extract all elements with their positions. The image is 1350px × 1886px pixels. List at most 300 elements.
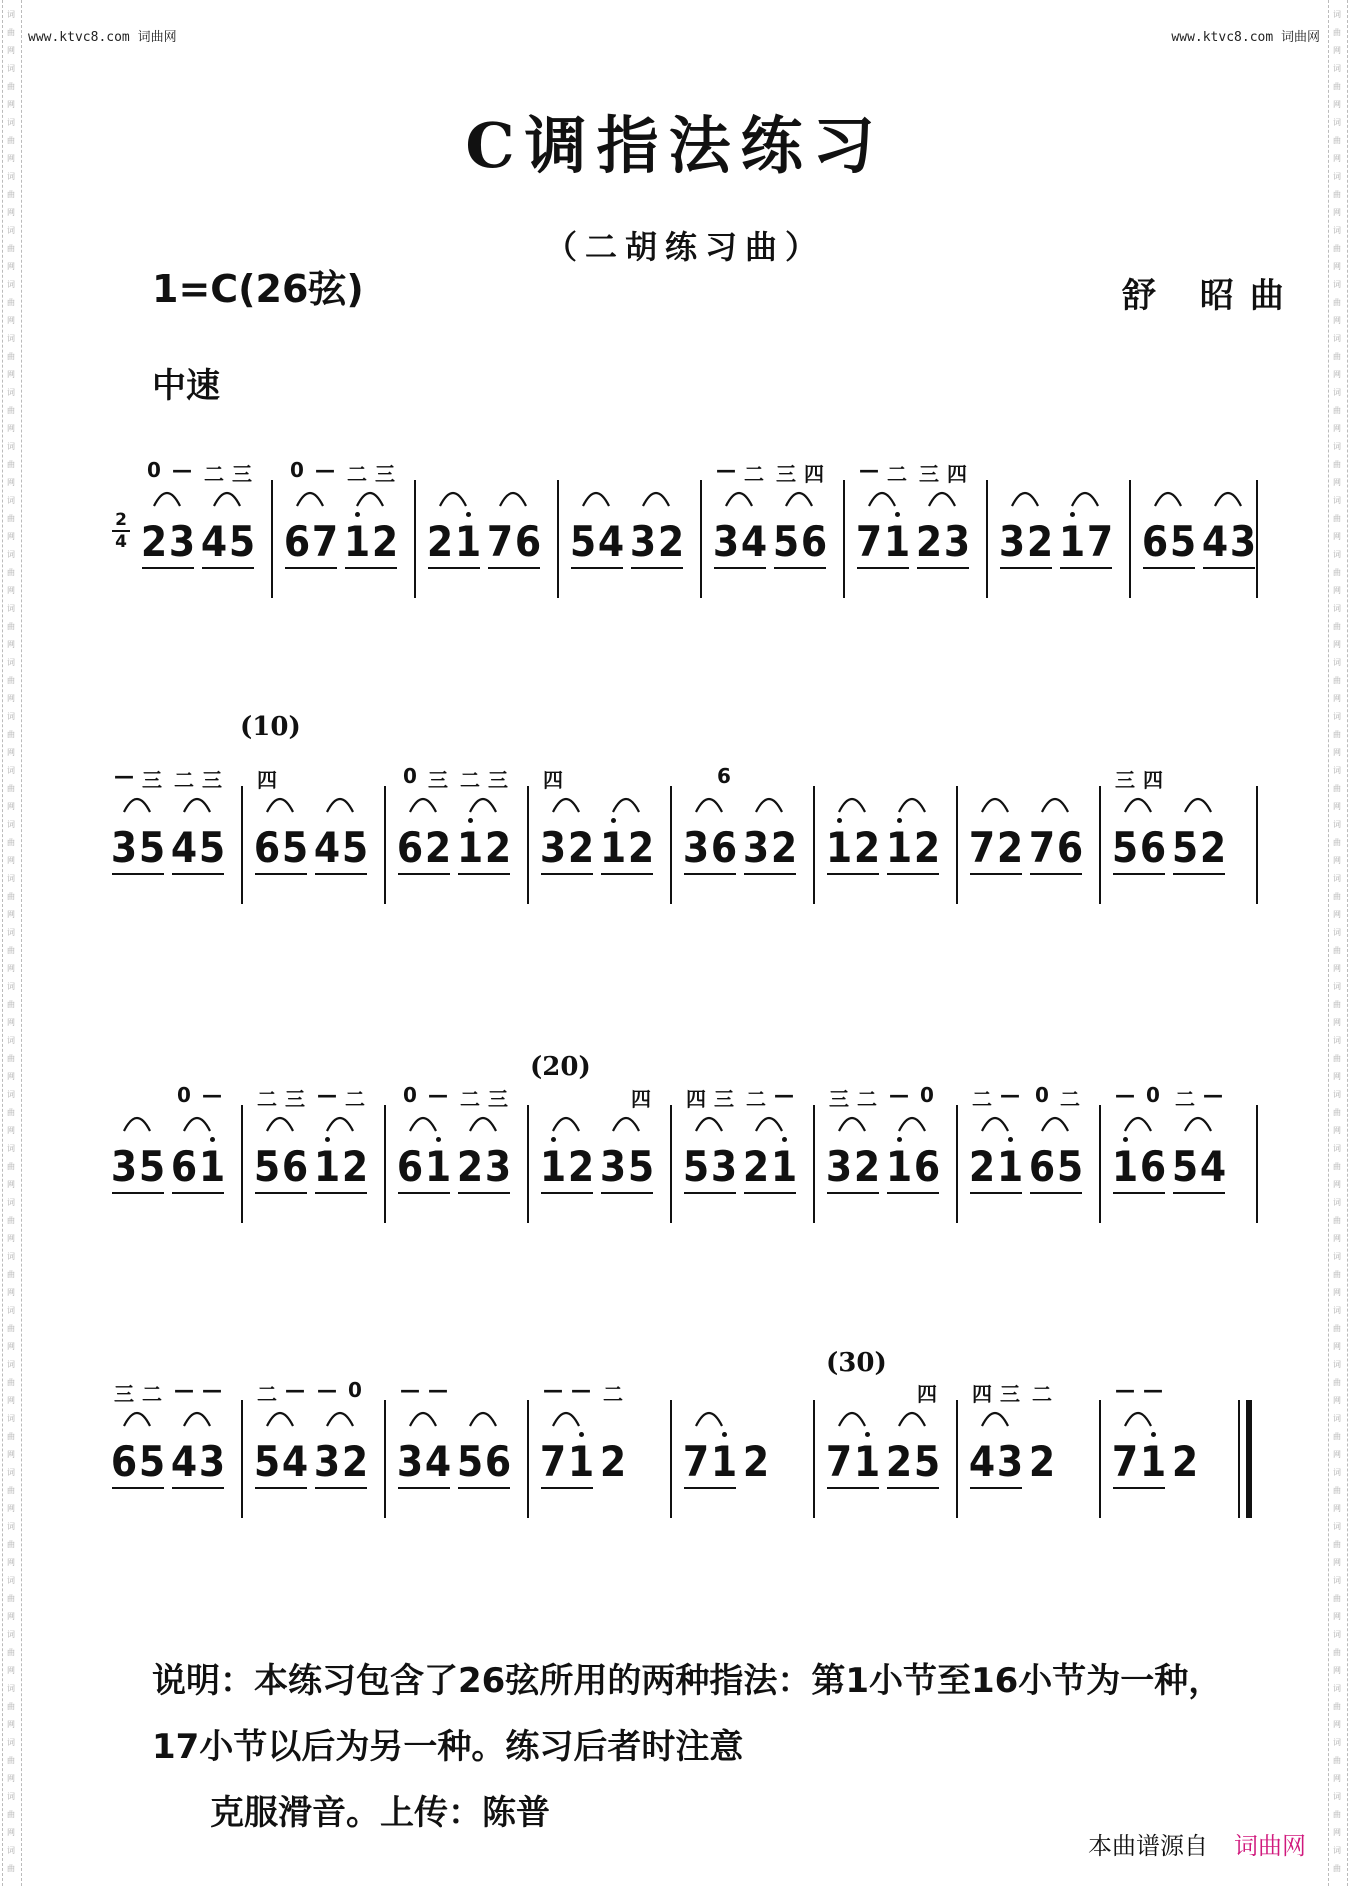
final-barline-thin: [1238, 1400, 1240, 1518]
fingering-mark: 二: [347, 462, 367, 486]
fingering-mark: —: [315, 458, 335, 482]
eighth-beam: [827, 1192, 879, 1194]
barline: [241, 1105, 243, 1223]
slur-mark: [551, 792, 581, 814]
fingering-mark: 二: [174, 768, 194, 792]
watermark-side-char: 词: [1333, 1090, 1341, 1099]
watermark-side-char: 网: [7, 1396, 15, 1405]
final-barline-thick: [1246, 1400, 1252, 1518]
fingering-mark: 三: [488, 1087, 508, 1111]
watermark-side-char: 曲: [1333, 82, 1341, 91]
slur-mark: [724, 486, 754, 508]
watermark-side-char: 网: [1333, 748, 1341, 757]
fingering-mark: 四: [947, 462, 967, 486]
watermark-side-char: 词: [7, 64, 15, 73]
eighth-beam: [1030, 1192, 1082, 1194]
barline: [813, 786, 815, 904]
watermark-side-char: 词: [7, 1252, 15, 1261]
note-numeral: 5: [913, 1437, 941, 1486]
watermark-side-char: 曲: [1333, 1162, 1341, 1171]
watermark-side-char: 词: [7, 604, 15, 613]
watermark-side-char: 曲: [7, 784, 15, 793]
note-numeral: 3: [110, 823, 138, 872]
watermark-side-char: 网: [1333, 1018, 1341, 1027]
note-numeral: 2: [853, 1142, 881, 1191]
eighth-beam: [601, 1192, 653, 1194]
watermark-side-char: 网: [7, 1666, 15, 1675]
watermark-side-char: 词: [7, 496, 15, 505]
watermark-side-char: 网: [7, 1720, 15, 1729]
slur-mark: [122, 1406, 152, 1428]
note-numeral: 3: [198, 1437, 226, 1486]
watermark-side-char: 曲: [1333, 1216, 1341, 1225]
fingering-mark: 二: [746, 1087, 766, 1111]
watermark-side-char: 曲: [7, 568, 15, 577]
note-numeral: 5: [1056, 1142, 1084, 1191]
note-numeral: 1: [539, 1142, 567, 1191]
slur-mark: [754, 1111, 784, 1133]
eighth-beam: [1113, 1487, 1165, 1489]
slur-mark: [694, 1111, 724, 1133]
eighth-beam: [1060, 567, 1112, 569]
eighth-beam: [428, 567, 480, 569]
watermark-side-char: 曲: [7, 244, 15, 253]
note-numeral: 4: [281, 1437, 309, 1486]
fingering-mark: 三: [776, 462, 796, 486]
fingering-mark: 四: [972, 1382, 992, 1406]
barline: [986, 480, 988, 598]
note-numeral: 1: [599, 823, 627, 872]
time-signature-bottom: 4: [112, 530, 130, 552]
slur-mark: [1040, 792, 1070, 814]
note-numeral: 3: [1229, 517, 1257, 566]
note-numeral: 6: [1056, 823, 1084, 872]
note-numeral: 2: [424, 823, 452, 872]
note-numeral: 1: [456, 823, 484, 872]
eighth-beam: [172, 1192, 224, 1194]
note-numeral: 3: [712, 517, 740, 566]
barline: [384, 1400, 386, 1518]
high-octave-dot: [325, 1137, 330, 1142]
fingering-mark: 三: [829, 1087, 849, 1111]
fingering-mark: —: [774, 1083, 794, 1107]
watermark-side-char: 网: [1333, 1450, 1341, 1459]
fingering-mark: 三: [232, 462, 252, 486]
watermark-side-char: 词: [1333, 280, 1341, 289]
high-octave-dot: [1070, 512, 1075, 517]
slur-mark: [897, 1111, 927, 1133]
watermark-side-char: 词: [1333, 712, 1341, 721]
fingering-mark: 四: [543, 768, 563, 792]
barline: [271, 480, 273, 598]
note-numeral: 4: [1199, 1142, 1227, 1191]
slur-mark: [212, 486, 242, 508]
eighth-beam: [172, 873, 224, 875]
fingering-mark: 二: [887, 462, 907, 486]
watermark-side-char: 曲: [1333, 1432, 1341, 1441]
note-numeral: 6: [1028, 1142, 1056, 1191]
watermark-side-char: 曲: [7, 892, 15, 901]
watermark-side-char: 词: [7, 982, 15, 991]
watermark-side-char: 网: [1333, 802, 1341, 811]
eighth-beam: [315, 1192, 367, 1194]
watermark-side-char: 曲: [1333, 1648, 1341, 1657]
fingering-mark: 0: [290, 458, 304, 482]
watermark-side-char: 曲: [7, 28, 15, 37]
composer-credit: 舒 昭曲: [1122, 276, 1300, 316]
watermark-side-char: 曲: [7, 136, 15, 145]
barline: [1099, 1400, 1101, 1518]
watermark-side-char: 词: [1333, 874, 1341, 883]
barline: [241, 1400, 243, 1518]
high-octave-dot: [210, 1137, 215, 1142]
slur-mark: [611, 792, 641, 814]
eighth-beam: [1173, 873, 1225, 875]
watermark-side-char: 网: [7, 1072, 15, 1081]
note-numeral: 2: [1028, 1437, 1056, 1486]
note-numeral: 4: [597, 517, 625, 566]
explanation-line-2: 克服滑音。上传：陈普: [210, 1793, 550, 1833]
note-numeral: 3: [313, 1437, 341, 1486]
watermark-side-char: 网: [1333, 1072, 1341, 1081]
watermark-side-char: 词: [1333, 820, 1341, 829]
watermark-side-char: 网: [7, 694, 15, 703]
watermark-side-char: 网: [7, 640, 15, 649]
watermark-side-char: 网: [1333, 910, 1341, 919]
slur-mark: [1153, 486, 1183, 508]
watermark-side-char: 曲: [1333, 622, 1341, 631]
eighth-beam: [541, 1487, 593, 1489]
barline: [700, 480, 702, 598]
watermark-side-char: 网: [7, 1288, 15, 1297]
note-numeral: 5: [569, 517, 597, 566]
note-numeral: 5: [138, 1142, 166, 1191]
slur-mark: [408, 1111, 438, 1133]
watermark-side-char: 词: [7, 1792, 15, 1801]
eighth-beam: [488, 567, 540, 569]
note-numeral: 2: [853, 823, 881, 872]
barline: [670, 1105, 672, 1223]
watermark-side-char: 词: [7, 1576, 15, 1585]
note-numeral: 2: [657, 517, 685, 566]
barline: [956, 1400, 958, 1518]
watermark-side-char: 网: [1333, 1126, 1341, 1135]
watermark-side-char: 网: [7, 1450, 15, 1459]
fingering-mark: —: [1203, 1083, 1223, 1107]
watermark-side-char: 网: [7, 478, 15, 487]
barline: [1099, 786, 1101, 904]
note-numeral: 2: [341, 1142, 369, 1191]
slur-mark: [927, 486, 957, 508]
measure-number-10: (10): [240, 712, 301, 742]
watermark-side-char: 曲: [1333, 1540, 1341, 1549]
eighth-beam: [1143, 567, 1195, 569]
note-numeral: 5: [138, 823, 166, 872]
slur-mark: [1123, 1406, 1153, 1428]
fingering-mark: —: [716, 458, 736, 482]
eighth-beam: [142, 567, 194, 569]
watermark-side-char: 词: [1333, 496, 1341, 505]
eighth-beam: [112, 873, 164, 875]
high-octave-dot: [1151, 1432, 1156, 1437]
key-signature: 1=C(26弦): [152, 267, 364, 311]
watermark-side-char: 词: [1333, 388, 1341, 397]
note-numeral: 2: [742, 1437, 770, 1486]
watermark-side-char: 网: [1333, 586, 1341, 595]
fingering-mark: —: [859, 458, 879, 482]
fingering-mark: 三: [1115, 768, 1135, 792]
watermark-side-char: 词: [1333, 658, 1341, 667]
watermark-side-char: 网: [1333, 532, 1341, 541]
watermark-side-char: 曲: [7, 1648, 15, 1657]
slur-mark: [1183, 1111, 1213, 1133]
high-octave-dot: [611, 818, 616, 823]
fingering-mark: 0: [348, 1378, 362, 1402]
watermark-side-char: 网: [1333, 1234, 1341, 1243]
watermark-side-char: 网: [1333, 262, 1341, 271]
fingering-mark: 0: [1146, 1083, 1160, 1107]
watermark-side-char: 曲: [7, 838, 15, 847]
fingering-mark: 三: [114, 1382, 134, 1406]
barline: [241, 786, 243, 904]
high-octave-dot: [466, 512, 471, 517]
watermark-side-char: 网: [1333, 856, 1341, 865]
watermark-side-char: 曲: [1333, 676, 1341, 685]
slur-mark: [355, 486, 385, 508]
note-numeral: 2: [456, 1142, 484, 1191]
note-numeral: 7: [539, 1437, 567, 1486]
note-numeral: 5: [772, 517, 800, 566]
watermark-side-char: 词: [1333, 334, 1341, 343]
fingering-mark: —: [317, 1083, 337, 1107]
eighth-beam: [315, 873, 367, 875]
slur-mark: [1183, 792, 1213, 814]
note-numeral: 1: [1139, 1437, 1167, 1486]
watermark-side-char: 曲: [1333, 406, 1341, 415]
watermark-side-char: 曲: [7, 1000, 15, 1009]
eighth-beam: [172, 1487, 224, 1489]
watermark-side-char: 网: [7, 262, 15, 271]
watermark-side-char: 曲: [7, 1810, 15, 1819]
watermark-side-char: 词: [1333, 1684, 1341, 1693]
watermark-side-char: 网: [1333, 1342, 1341, 1351]
watermark-url-left[interactable]: www.ktvc8.com 词曲网: [28, 30, 177, 45]
eighth-beam: [255, 1487, 307, 1489]
fingering-mark: —: [571, 1378, 591, 1402]
slur-mark: [438, 486, 468, 508]
note-numeral: 5: [1169, 517, 1197, 566]
slur-mark: [408, 1406, 438, 1428]
note-numeral: 1: [883, 517, 911, 566]
watermark-side-char: 词: [7, 550, 15, 559]
footer-source-label: 本曲谱源自: [1088, 1832, 1208, 1860]
eighth-beam: [684, 873, 736, 875]
eighth-beam: [744, 873, 796, 875]
note-numeral: 1: [996, 1142, 1024, 1191]
note-numeral: 2: [996, 823, 1024, 872]
watermark-side-char: 曲: [7, 1864, 15, 1873]
note-numeral: 6: [1139, 1142, 1167, 1191]
fingering-mark: 0: [403, 764, 417, 788]
fingering-mark: 三: [285, 1087, 305, 1111]
explanation-text: [152, 1648, 1252, 1846]
watermark-side-char: 网: [7, 1180, 15, 1189]
slur-mark: [152, 486, 182, 508]
slur-mark: [581, 486, 611, 508]
eighth-beam: [541, 873, 593, 875]
watermark-side-char: 曲: [7, 406, 15, 415]
eighth-beam: [744, 1192, 796, 1194]
watermark-side-char: 词: [1333, 1414, 1341, 1423]
eighth-beam: [458, 1192, 510, 1194]
watermark-side-char: 曲: [7, 352, 15, 361]
watermark-side-char: 网: [7, 100, 15, 109]
watermark-side-char: 词: [1333, 1630, 1341, 1639]
note-numeral: 4: [170, 823, 198, 872]
eighth-beam: [571, 567, 623, 569]
watermark-side-char: 曲: [7, 1270, 15, 1279]
note-numeral: 4: [200, 517, 228, 566]
high-octave-dot: [579, 1432, 584, 1437]
slur-mark: [1213, 486, 1243, 508]
watermark-side-char: 网: [7, 1828, 15, 1837]
watermark-side-char: 词: [1333, 1468, 1341, 1477]
watermark-side-char: 曲: [1333, 136, 1341, 145]
watermark-side-char: 词: [1333, 604, 1341, 613]
slur-mark: [498, 486, 528, 508]
eighth-beam: [774, 567, 826, 569]
watermark-side-char: 曲: [7, 1702, 15, 1711]
slur-mark: [837, 1111, 867, 1133]
watermark-url-right[interactable]: www.ktvc8.com 词曲网: [1171, 30, 1320, 45]
note-numeral: 6: [253, 823, 281, 872]
slur-mark: [867, 486, 897, 508]
note-numeral: 5: [228, 517, 256, 566]
watermark-side-char: 词: [1333, 1846, 1341, 1855]
watermark-side-char: 曲: [7, 1162, 15, 1171]
fingering-mark: 三: [142, 768, 162, 792]
watermark-side-char: 网: [7, 46, 15, 55]
tempo-marking: 中速: [152, 366, 220, 406]
barline: [670, 1400, 672, 1518]
note-numeral: 5: [138, 1437, 166, 1486]
watermark-side-char: 词: [7, 118, 15, 127]
watermark-side-char: 词: [7, 1198, 15, 1207]
watermark-side-char: 词: [1333, 1360, 1341, 1369]
note-numeral: 1: [885, 823, 913, 872]
watermark-side-char: 曲: [1333, 460, 1341, 469]
watermark-side-char: 曲: [1333, 1756, 1341, 1765]
explanation-line-1: 说明：本练习包含了26弦所用的两种指法：第1小节至16小节为一种，17小节以后为另一种。练习后者时注意: [152, 1661, 1223, 1767]
note-numeral: 1: [825, 823, 853, 872]
watermark-side-char: 词: [1333, 550, 1341, 559]
slur-mark: [182, 1111, 212, 1133]
watermark-side-char: 曲: [7, 1216, 15, 1225]
watermark-side-char: 词: [7, 1036, 15, 1045]
barline: [414, 480, 416, 598]
watermark-side-char: 词: [7, 10, 15, 19]
note-numeral: 7: [968, 823, 996, 872]
eighth-beam: [112, 1192, 164, 1194]
watermark-side-char: 曲: [1333, 1594, 1341, 1603]
watermark-side-char: 词: [7, 172, 15, 181]
note-numeral: 3: [742, 823, 770, 872]
watermark-side-char: 曲: [7, 1378, 15, 1387]
watermark-side-char: 词: [7, 712, 15, 721]
note-numeral: 6: [800, 517, 828, 566]
watermark-side-char: 词: [1333, 10, 1341, 19]
note-numeral: 2: [599, 1437, 627, 1486]
watermark-side-char: 词: [7, 1846, 15, 1855]
watermark-side-char: 词: [7, 280, 15, 289]
fingering-mark: 0: [1035, 1083, 1049, 1107]
watermark-side-char: 曲: [7, 1324, 15, 1333]
note-numeral: 6: [396, 823, 424, 872]
footer-brand-link[interactable]: 词曲网: [1234, 1832, 1306, 1860]
note-numeral: 7: [855, 517, 883, 566]
fingering-mark: 三: [202, 768, 222, 792]
watermark-side-char: 网: [1333, 478, 1341, 487]
eighth-beam: [827, 873, 879, 875]
fingering-mark: 四: [804, 462, 824, 486]
note-numeral: 5: [341, 823, 369, 872]
watermark-side-char: 词: [1333, 1144, 1341, 1153]
watermark-side-char: 词: [1333, 1576, 1341, 1585]
note-numeral: 1: [424, 1142, 452, 1191]
watermark-side-char: 词: [7, 1306, 15, 1315]
fingering-mark: —: [1115, 1378, 1135, 1402]
watermark-side-char: 网: [1333, 964, 1341, 973]
eighth-beam: [1173, 1192, 1225, 1194]
watermark-side-char: 网: [1333, 316, 1341, 325]
note-numeral: 6: [1139, 823, 1167, 872]
note-numeral: 1: [567, 1437, 595, 1486]
note-numeral: 7: [1028, 823, 1056, 872]
watermark-side-char: 曲: [7, 190, 15, 199]
watermark-side-char: 曲: [1333, 244, 1341, 253]
note-numeral: 1: [710, 1437, 738, 1486]
note-numeral: 5: [1111, 823, 1139, 872]
eighth-beam: [458, 1487, 510, 1489]
slur-mark: [784, 486, 814, 508]
note-numeral: 7: [311, 517, 339, 566]
note-numeral: 3: [998, 517, 1026, 566]
note-numeral: 2: [885, 1437, 913, 1486]
watermark-side-char: 词: [1333, 1036, 1341, 1045]
slur-mark: [265, 1406, 295, 1428]
watermark-side-char: 曲: [7, 460, 15, 469]
watermark-side-char: 网: [7, 208, 15, 217]
fingering-mark: —: [202, 1378, 222, 1402]
watermark-side-char: 曲: [7, 1540, 15, 1549]
note-numeral: 5: [281, 823, 309, 872]
row-end-barline: [1256, 1105, 1258, 1223]
watermark-side-char: 网: [7, 964, 15, 973]
watermark-side-char: 网: [7, 316, 15, 325]
slur-mark: [1010, 486, 1040, 508]
watermark-side-char: 网: [7, 910, 15, 919]
eighth-beam: [112, 1487, 164, 1489]
slur-mark: [551, 1111, 581, 1133]
barline: [384, 786, 386, 904]
slur-mark: [182, 792, 212, 814]
fingering-mark: —: [202, 1083, 222, 1107]
eighth-beam: [255, 873, 307, 875]
fingering-mark: 四: [257, 768, 277, 792]
high-octave-dot: [722, 1432, 727, 1437]
watermark-side-char: 词: [7, 334, 15, 343]
watermark-side-char: 网: [7, 1018, 15, 1027]
